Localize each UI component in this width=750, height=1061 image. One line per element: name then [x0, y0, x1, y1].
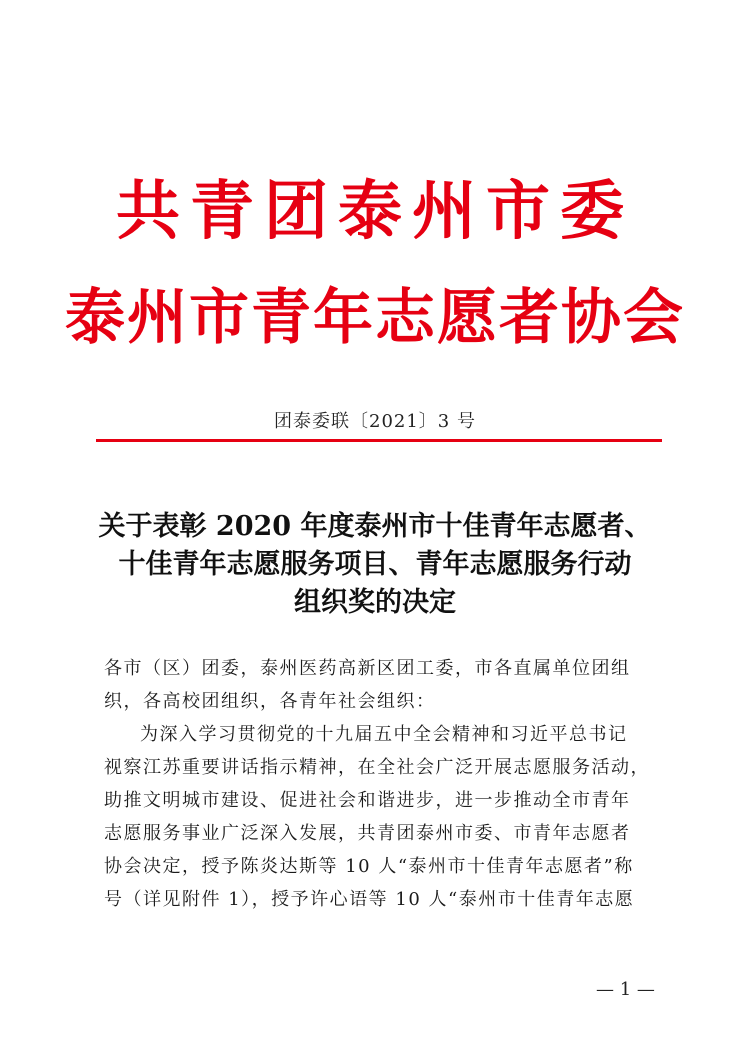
body-line: 协会决定，授予陈炎达斯等 10 人“泰州市十佳青年志愿者”称 — [104, 856, 634, 877]
title-line: 组织奖的决定 — [294, 587, 456, 618]
document-body — [104, 652, 664, 916]
body-line: 视察江苏重要讲话指示精神，在全社会广泛开展志愿服务活动， — [104, 757, 650, 778]
page-number: — 1 — — [596, 979, 655, 1000]
title-line: 关于表彰 2020 年度泰州市十佳青年志愿者、 — [98, 511, 652, 542]
body-line: 各市（区）团委，泰州医药高新区团工委，市各直属单位团组 — [104, 658, 631, 679]
body-line: 号（详见附件 1），授予许心语等 10 人“泰州市十佳青年志愿 — [104, 889, 635, 910]
issuer-name-volunteer-association: 泰州市青年志愿者协会 — [65, 283, 685, 353]
body-line: 志愿服务事业广泛深入发展，共青团泰州市委、市青年志愿者 — [104, 823, 631, 844]
issuer-name-communist-youth-league: 共青团泰州市委 — [116, 174, 634, 249]
document-title — [60, 508, 690, 622]
red-separator-line — [96, 439, 662, 442]
document-number: 团泰委联〔2021〕3 号 — [274, 411, 476, 432]
body-line: 织，各高校团组织，各青年社会组织： — [104, 691, 436, 712]
title-line: 十佳青年志愿服务项目、青年志愿服务行动 — [118, 549, 632, 580]
body-line: 为深入学习贯彻党的十九届五中全会精神和习近平总书记 — [140, 724, 628, 745]
body-line: 助推文明城市建设、促进社会和谐进步，进一步推动全市青年 — [104, 790, 631, 811]
